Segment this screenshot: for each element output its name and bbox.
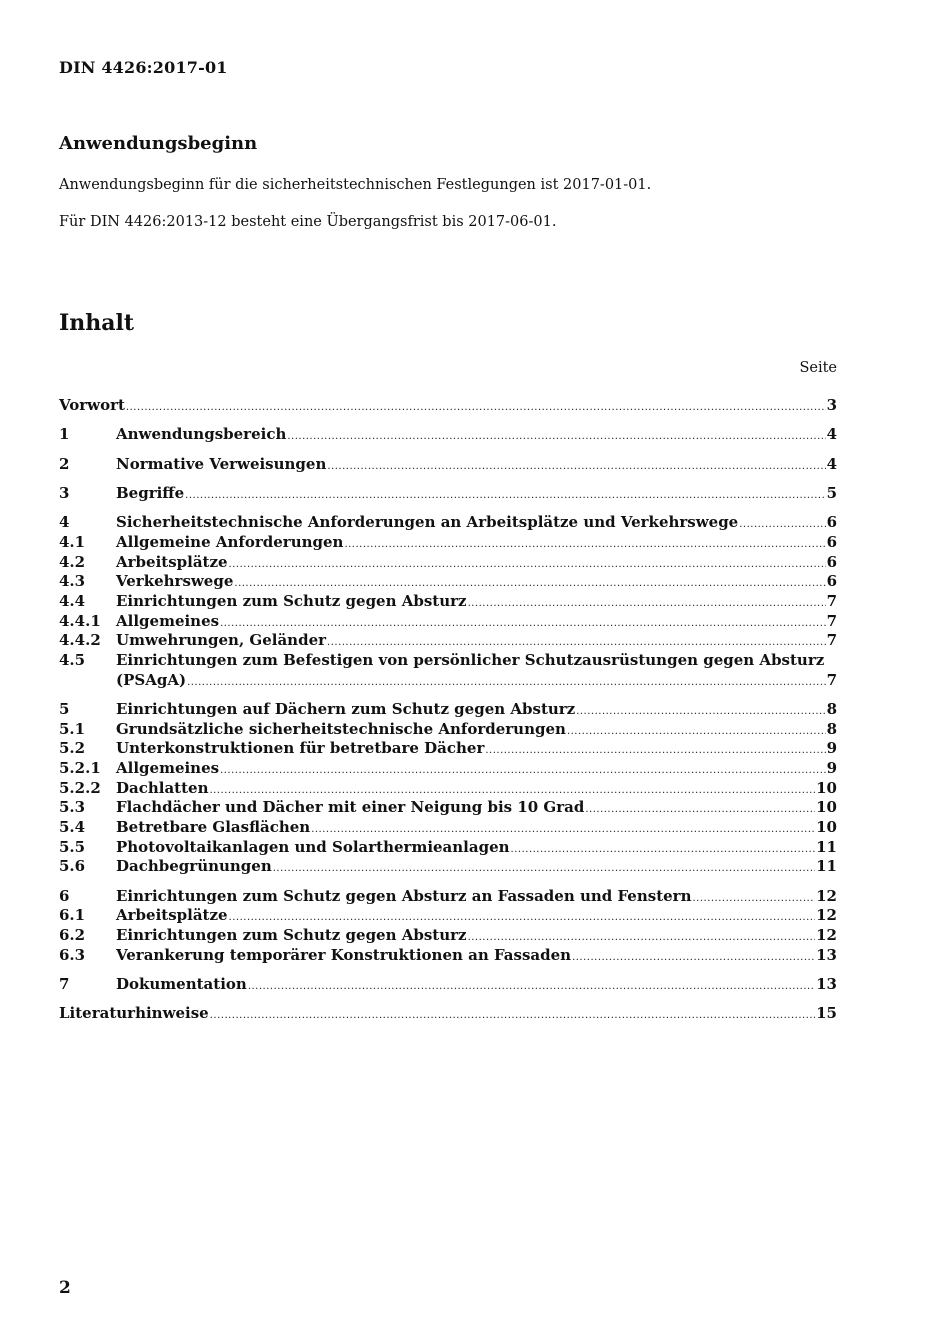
anwendungsbeginn-heading: Anwendungsbeginn [59, 133, 258, 154]
toc-entry-number: 4 [59, 513, 70, 532]
toc-entry-title-continuation[interactable]: (PSAgA) [116, 670, 187, 689]
toc-leader-dots [220, 761, 825, 781]
toc-entry-page: 4 [826, 454, 837, 473]
toc-leader-dots [567, 722, 826, 742]
toc-entry-page: 7 [826, 591, 837, 610]
toc-entry[interactable] [59, 946, 837, 966]
toc-entry[interactable] [59, 975, 837, 995]
toc-leader-dots [273, 859, 815, 879]
toc-entry-page: 13 [816, 945, 837, 964]
toc-entry[interactable] [59, 798, 837, 818]
toc-leader-dots [229, 555, 826, 575]
toc-entry-page: 6 [826, 532, 837, 551]
page-number: 2 [59, 1278, 71, 1298]
toc-entry[interactable] [59, 513, 837, 533]
toc-entry-title[interactable]: Grundsätzliche sicherheitstechnische Anforderungen [116, 719, 566, 738]
toc-entry-title[interactable]: Unterkonstruktionen für betretbare Dächer [116, 739, 485, 758]
toc-entry-number: 4.4.2 [59, 631, 101, 650]
toc-entry[interactable] [59, 553, 837, 573]
toc-entry-number: 3 [59, 483, 70, 502]
anwendungsbeginn-paragraph-2: Für DIN 4426:2013-12 besteht eine Übergangsfrist bis 2017-06-01. [59, 214, 557, 230]
toc-entry-page: 7 [826, 670, 837, 689]
toc-entry-title[interactable]: Photovoltaikanlagen und Solarthermieanlagen [116, 837, 510, 856]
toc-entry-number: 7 [59, 975, 70, 994]
toc-leader-dots [248, 977, 815, 997]
toc-entry-page: 10 [816, 818, 837, 837]
toc-entry-number: 5 [59, 699, 70, 718]
toc-leader-dots [210, 1006, 815, 1026]
toc-entry-title[interactable]: Einrichtungen auf Dächern zum Schutz gegen Absturz [116, 699, 576, 718]
toc-entry-title[interactable]: Verankerung temporärer Konstruktionen an Fassaden [116, 945, 572, 964]
toc-entry-page: 12 [816, 926, 837, 945]
toc-entry-number: 5.4 [59, 818, 86, 837]
toc-entry[interactable] [59, 720, 837, 740]
toc-entry-title[interactable]: Vorwort [59, 396, 125, 414]
toc-entry-page: 8 [826, 699, 837, 718]
toc-entry-title[interactable]: Umwehrungen, Geländer [116, 631, 327, 650]
toc-entry[interactable] [59, 779, 837, 799]
toc-entry-number: 5.1 [59, 719, 86, 738]
toc-leader-dots [126, 398, 826, 418]
toc-entry[interactable] [59, 818, 837, 838]
toc-entry-number: 4.4 [59, 591, 86, 610]
toc-entry-number: 6.2 [59, 926, 86, 945]
toc-leader-dots [576, 702, 825, 722]
toc-entry[interactable] [59, 887, 837, 907]
toc-entry-number: 5.2.2 [59, 778, 101, 797]
toc-entry-number: 4.2 [59, 552, 86, 571]
toc-entry-title[interactable]: Betretbare Glasflächen [116, 818, 311, 837]
toc-leader-dots [468, 594, 826, 614]
toc-entry-number: 5.6 [59, 857, 86, 876]
toc-entry-number: 2 [59, 454, 70, 473]
toc-entry-title[interactable]: Dokumentation [116, 975, 247, 994]
toc-page-label: Seite [799, 360, 837, 376]
toc-entry-title[interactable]: Anwendungsbereich [116, 425, 287, 444]
toc-entry-continuation[interactable] [59, 671, 837, 691]
toc-entry[interactable] [59, 572, 837, 592]
toc-leader-dots [327, 457, 825, 477]
toc-entry-number: 5.2 [59, 739, 86, 758]
toc-entry-title[interactable]: Begriffe [116, 483, 185, 502]
toc-entry[interactable] [59, 759, 837, 779]
toc-entry-page: 8 [826, 719, 837, 738]
toc-entry[interactable] [59, 425, 837, 445]
toc-entry[interactable] [59, 612, 837, 632]
toc-entry-number: 4.4.1 [59, 611, 101, 630]
toc-entry-title[interactable]: Sicherheitstechnische Anforderungen an Arbeitsplätze und Verkehrswege [116, 513, 739, 532]
toc-entry-title[interactable]: Einrichtungen zum Schutz gegen Absturz [116, 591, 467, 610]
toc-entry-title[interactable]: Einrichtungen zum Befestigen von persönlicher Schutzausrüstungen gegen Absturz [116, 650, 825, 669]
toc-entry-title[interactable]: Einrichtungen zum Schutz gegen Absturz [116, 926, 467, 945]
toc-entry-title[interactable]: Allgemeine Anforderungen [116, 532, 344, 551]
toc-entry-title[interactable]: Arbeitsplätze [116, 552, 228, 571]
toc-leader-dots [739, 515, 825, 535]
toc-entry-number: 4.1 [59, 532, 86, 551]
toc-entry-title[interactable]: Allgemeines [116, 611, 220, 630]
toc-leader-dots [344, 535, 825, 555]
toc-entry[interactable] [59, 455, 837, 475]
toc-entry-page: 10 [816, 798, 837, 817]
toc-entry-number: 6 [59, 886, 70, 905]
toc-entry-title[interactable]: Verkehrswege [116, 572, 234, 591]
toc-entry[interactable] [59, 906, 837, 926]
toc-entry-number: 6.1 [59, 906, 86, 925]
toc-entry[interactable] [59, 857, 837, 877]
toc-entry[interactable] [59, 838, 837, 858]
toc-entry-page: 9 [826, 758, 837, 777]
toc-leader-dots [585, 800, 815, 820]
table-of-contents [59, 396, 837, 1024]
toc-entry-number: 4.5 [59, 650, 86, 669]
toc-entry-page: 4 [826, 425, 837, 444]
toc-leader-dots [692, 889, 815, 909]
toc-entry-page: 11 [816, 837, 837, 856]
toc-entry-page: 12 [816, 906, 837, 925]
toc-entry[interactable] [59, 1004, 837, 1024]
toc-leader-dots [485, 741, 825, 761]
toc-entry-title[interactable]: Flachdächer und Dächer mit einer Neigung bis 10 Grad [116, 798, 585, 817]
toc-entry-page: 5 [826, 483, 837, 502]
toc-entry-number: 1 [59, 425, 70, 444]
toc-entry-page: 15 [816, 1004, 837, 1023]
document-id: DIN 4426:2017-01 [59, 58, 228, 77]
toc-title: Inhalt [59, 310, 135, 336]
toc-entry-page: 6 [826, 513, 837, 532]
toc-leader-dots [187, 673, 825, 693]
toc-entry-page: 12 [816, 886, 837, 905]
toc-entry-page: 9 [826, 739, 837, 758]
toc-entry-title[interactable]: Dachlatten [116, 778, 209, 797]
toc-entry-page: 7 [826, 611, 837, 630]
toc-entry[interactable] [59, 651, 837, 671]
toc-entry-number: 5.5 [59, 837, 86, 856]
toc-entry[interactable] [59, 533, 837, 553]
toc-entry[interactable] [59, 739, 837, 759]
toc-entry-title[interactable]: Literaturhinweise [59, 1004, 209, 1023]
toc-entry-page: 6 [826, 552, 837, 571]
toc-entry[interactable] [59, 700, 837, 720]
toc-entry[interactable] [59, 926, 837, 946]
toc-entry-page: 3 [826, 396, 837, 414]
toc-entry[interactable] [59, 631, 837, 651]
toc-entry[interactable] [59, 592, 837, 612]
toc-leader-dots [287, 427, 825, 447]
toc-entry-title[interactable]: Arbeitsplätze [116, 906, 228, 925]
toc-entry-title[interactable]: Normative Verweisungen [116, 454, 327, 473]
toc-entry-page: 6 [826, 572, 837, 591]
toc-entry-title[interactable]: Einrichtungen zum Schutz gegen Absturz an Fassaden und Fenstern [116, 886, 692, 905]
toc-leader-dots [511, 840, 816, 860]
anwendungsbeginn-paragraph-1: Anwendungsbeginn für die sicherheitstechnischen Festlegungen ist 2017-01-01. [59, 177, 652, 193]
toc-entry-page: 7 [826, 631, 837, 650]
toc-entry-number: 4.3 [59, 572, 86, 591]
toc-entry-page: 11 [816, 857, 837, 876]
toc-entry-page: 10 [816, 778, 837, 797]
toc-entry-number: 6.3 [59, 945, 86, 964]
toc-entry-number: 5.3 [59, 798, 86, 817]
toc-entry[interactable] [59, 484, 837, 504]
toc-entry[interactable] [59, 396, 837, 416]
toc-entry-number: 5.2.1 [59, 758, 101, 777]
toc-entry-page: 13 [816, 975, 837, 994]
toc-leader-dots [185, 486, 825, 506]
toc-entry-title[interactable]: Dachbegrünungen [116, 857, 272, 876]
toc-leader-dots [572, 948, 815, 968]
toc-entry-title[interactable]: Allgemeines [116, 758, 220, 777]
